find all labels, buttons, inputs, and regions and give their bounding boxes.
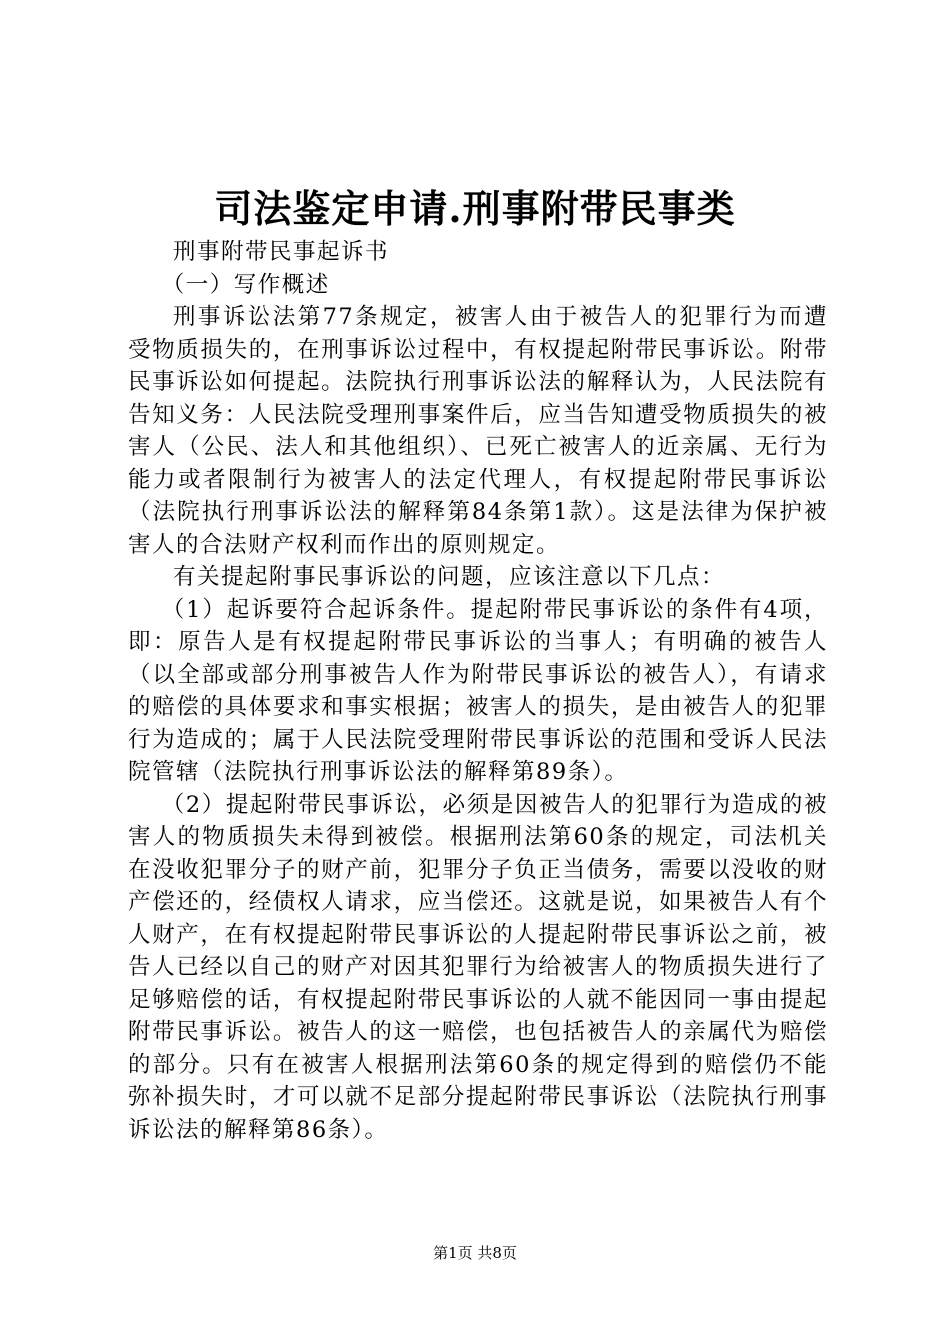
subtitle: 刑事附带民事起诉书 xyxy=(173,239,390,265)
paragraph: （1）起诉要符合起诉条件。提起附带民事诉讼的条件有4项，即：原告人是有权提起附带民事诉讼的当事人；有明确的被告人（以全部或部分刑事被告人作为附带民事诉讼的被告人），有请求的赔偿的具体要求和事实根据；被害人的损失，是由被告人的犯罪行为造成的；属于人民法院受理附带民事诉讼的范围和受诉人民法院管辖（法院执行刑事诉讼法的解释第89条）。 xyxy=(128,596,828,785)
section-heading: （一）写作概述 xyxy=(161,271,330,298)
paragraph: （2）提起附带民事诉讼，必须是因被告人的犯罪行为造成的被害人的物质损失未得到被偿。根据刑法第60条的规定，司法机关在没收犯罪分子的财产前，犯罪分子负正当债务，需要以没收的财产偿还的，经债权人请求，应当偿还。这就是说，如果被告人有个人财产，在有权提起附带民事诉讼的人提起附带民事诉讼之前，被告人已经以自己的财产对因其犯罪行为给被害人的物质损失进行了足够赔偿的话，有权提起附带民事诉讼的人就不能因同一事由提起附带民事诉讼。被告人的这一赔偿，也包括被告人的亲属代为赔偿的部分。只有在被害人根据刑法第60条的规定得到的赔偿仍不能弥补损失时，才可以就不足部分提起附带民事诉讼（法院执行刑事诉讼法的解释第86条）。 xyxy=(128,791,828,1143)
document-body xyxy=(128,236,828,1146)
paragraph: 有关提起附事民事诉讼的问题，应该注意以下几点： xyxy=(173,564,726,590)
page-footer: 第1页 共8页 xyxy=(433,1244,517,1262)
document-title: 司法鉴定申请.刑事附带民事类 xyxy=(214,186,736,231)
paragraph: 刑事诉讼法第77条规定，被害人由于被告人的犯罪行为而遭受物质损失的，在刑事诉讼过程中，有权提起附带民事诉讼。附带民事诉讼如何提起。法院执行刑事诉讼法的解释认为，人民法院有告知义务：人民法院受理刑事案件后，应当告知遭受物质损失的被害人（公民、法人和其他组织）、已死亡被害人的近亲属、无行为能力或者限制行为被害人的法定代理人，有权提起附带民事诉讼（法院执行刑事诉讼法的解释第84条第1款）。这是法律为保护被害人的合法财产权利而作出的原则规定。 xyxy=(128,304,828,558)
